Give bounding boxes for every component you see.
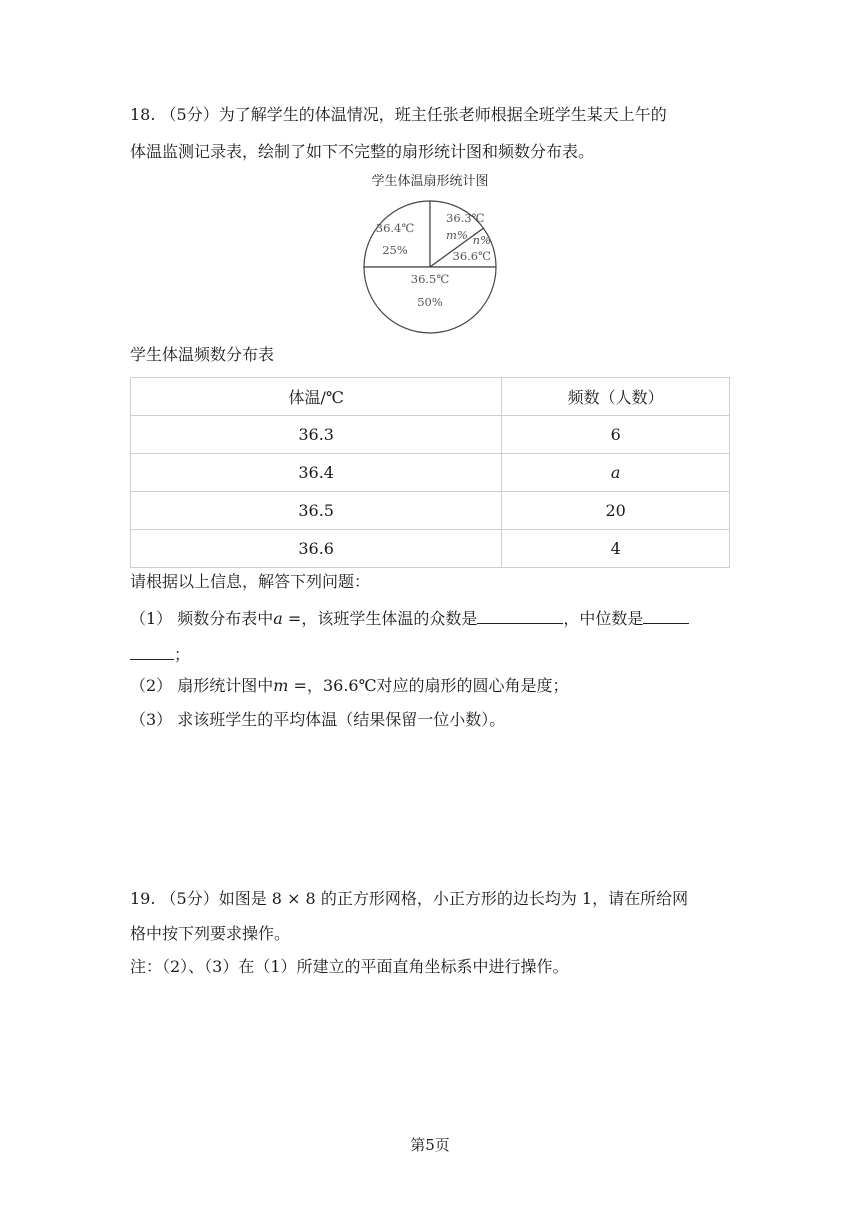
part-2-eq: = <box>288 676 307 695</box>
part-1-end: ； <box>174 645 191 664</box>
q19-note: 注：（2）、（3）在（1）所建立的平面直角坐标系中进行操作。 <box>130 957 569 976</box>
slice-value-label: m% <box>446 228 468 242</box>
var-a: a <box>273 609 283 628</box>
part-3-num: （3） <box>130 710 173 729</box>
var-m: m <box>273 676 289 695</box>
part-2-text-a: 扇形统计图中 <box>177 676 274 695</box>
answer-blank-median[interactable] <box>643 607 689 624</box>
cell-freq: a <box>502 454 730 492</box>
part-1-text-c: ，中位数是 <box>563 609 644 628</box>
answer-blank-median-cont[interactable] <box>130 643 174 660</box>
slice-label: 36.4℃ <box>375 221 415 235</box>
slice-label: 36.3℃ <box>446 211 485 225</box>
header-frequency: 频数（人数） <box>502 378 730 416</box>
q19-line1: 19. （5分）如图是 8 × 8 的正方形网格，小正方形的边长均为 1，请在所给网 <box>130 889 689 908</box>
table-title: 学生体温频数分布表 <box>130 345 275 364</box>
part-1-eq: = <box>282 609 302 628</box>
part-3-text: 求该班学生的平均体温（结果保留一位小数）。 <box>177 710 506 729</box>
cell-temp: 36.6 <box>131 530 502 568</box>
pie-chart <box>355 170 505 335</box>
part-2-text-b: ，36.6℃对应的扇形的圆心角是度； <box>306 676 569 695</box>
part-1-text-b: ，该班学生体温的众数是 <box>301 609 478 628</box>
table-row <box>131 416 730 454</box>
answer-blank-mode[interactable] <box>477 607 563 624</box>
header-temperature: 体温/℃ <box>131 378 502 416</box>
table-row <box>131 530 730 568</box>
cell-freq: 6 <box>502 416 730 454</box>
cell-freq: 4 <box>502 530 730 568</box>
part-1-cont <box>130 643 190 665</box>
slice-label: 36.5℃ <box>410 272 450 286</box>
q18-line2: 体温监测记录表，绘制了如下不完整的扇形统计图和频数分布表。 <box>130 142 595 161</box>
cell-temp: 36.4 <box>131 454 502 492</box>
part-1-num: （1） <box>130 609 173 628</box>
cell-temp: 36.3 <box>131 416 502 454</box>
slice-value-label: 50% <box>417 295 443 309</box>
part-2 <box>130 676 569 696</box>
slice-label: 36.6℃ <box>452 249 491 263</box>
table-header-row <box>131 378 730 416</box>
part-3 <box>130 710 505 730</box>
cell-freq: 20 <box>502 492 730 530</box>
slice-value-label: 25% <box>382 243 408 257</box>
part-1-text-a: 频数分布表中 <box>177 609 274 628</box>
instruction: 请根据以上信息，解答下列问题： <box>130 572 371 591</box>
part-2-num: （2） <box>130 676 173 695</box>
q19-line2: 格中按下列要求操作。 <box>130 924 291 943</box>
page-footer: 第5页 <box>410 1136 450 1154</box>
part-1 <box>130 607 689 629</box>
table-row <box>131 454 730 492</box>
slice-value-label: n% <box>472 233 491 247</box>
chart-title: 学生体温扇形统计图 <box>371 174 489 189</box>
cell-temp: 36.5 <box>131 492 502 530</box>
frequency-table <box>130 377 730 568</box>
q18-line1: 18. （5分）为了解学生的体温情况，班主任张老师根据全班学生某天上午的 <box>130 105 667 124</box>
table-row <box>131 492 730 530</box>
